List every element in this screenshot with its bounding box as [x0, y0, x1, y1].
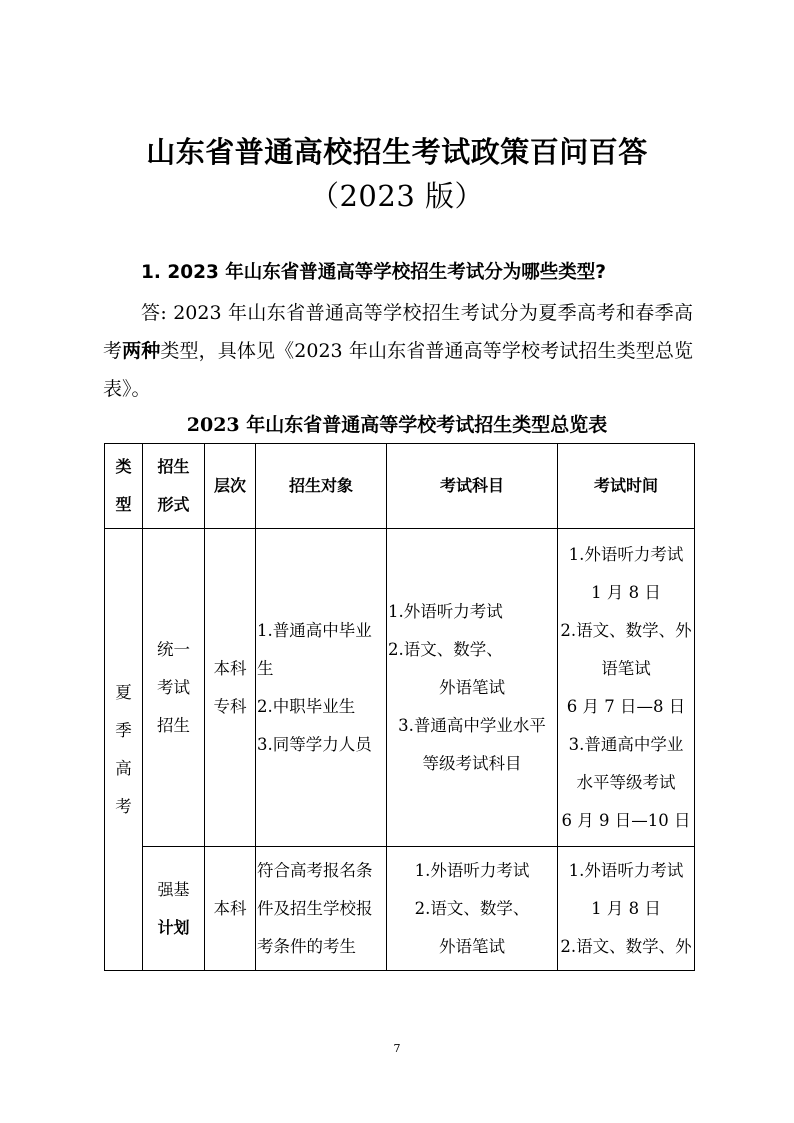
level-cell: 本科 [205, 847, 256, 971]
time-cell: 1.外语听力考试 1 月 8 日 2.语文、数学、外 [558, 847, 695, 971]
form-cell: 统一 考试 招生 [143, 529, 205, 847]
table-title: 2023 年山东省普通高等学校考试招生类型总览表 [186, 414, 608, 436]
page-number: 7 [393, 1042, 401, 1055]
answer-text [103, 294, 693, 408]
header-form: 招生 形式 [143, 444, 205, 529]
admission-types-table [104, 443, 695, 971]
title-line-2: （2023 版） [309, 179, 485, 213]
answer-part-2: 类型，具体见《2023 年山东省普通高等学校考试招生类型总览表》。 [103, 340, 693, 400]
target-cell: 1.普通高中毕业 生 2.中职毕业生 3.同等学力人员 [256, 529, 387, 847]
header-type: 类 型 [105, 444, 143, 529]
header-target: 招生对象 [256, 444, 387, 529]
header-subjects: 考试科目 [387, 444, 558, 529]
title-line-1: 山东省普通高校招生考试政策百问百答 [146, 135, 648, 169]
answer-part-1: 答: 2023 年山东省普通高等学校招生考试分为夏季高考和春季高考 [103, 302, 693, 362]
table-header-row [105, 444, 695, 529]
time-cell: 1.外语听力考试 1 月 8 日 2.语文、数学、外 语笔试 6 月 7 日—8 日 3.普通高中学业 水平等级考试 6 月 9 日—10 日 [558, 529, 695, 847]
form-cell: 强基 计划 [143, 847, 205, 971]
table-row [105, 847, 695, 971]
question-text: 1. 2023 年山东省普通高等学校招生考试分为哪些类型? [141, 262, 607, 283]
answer-bold: 两种 [122, 340, 161, 362]
header-level: 层次 [205, 444, 256, 529]
level-cell: 本科 专科 [205, 529, 256, 847]
target-cell: 符合高考报名条 件及招生学校报 考条件的考生 [256, 847, 387, 971]
header-time: 考试时间 [558, 444, 695, 529]
document-title [0, 130, 794, 218]
table-row [105, 529, 695, 847]
subjects-cell: 1.外语听力考试 2.语文、数学、 外语笔试 3.普通高中学业水平 等级考试科目 [387, 529, 558, 847]
subjects-cell: 1.外语听力考试 2.语文、数学、 外语笔试 [387, 847, 558, 971]
category-cell: 夏 季 高 考 [105, 529, 143, 971]
